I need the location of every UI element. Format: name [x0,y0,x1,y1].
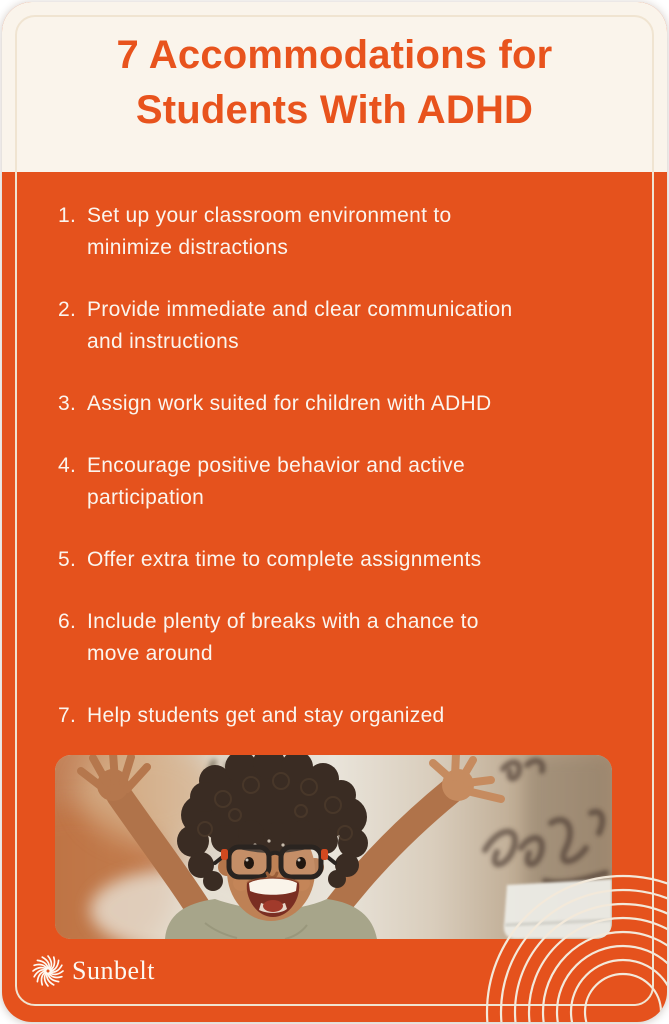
list-item-number: 3. [58,392,77,415]
list-item [58,294,618,358]
title-line-2: Students With ADHD [135,88,534,132]
list-item-number: 2. [58,298,77,321]
title-line-1: 7 Accommodations for [116,33,553,77]
list-item-text: Set up your classroom environment to [87,204,452,227]
list-item-text: Include plenty of breaks with a chance to [87,610,479,633]
list-item [58,388,618,420]
header-band [2,2,667,172]
list-item-text: Assign work suited for children with ADHD [87,392,492,415]
list-item-number: 7. [58,704,77,727]
list-item-text: Provide immediate and clear communication [87,298,513,321]
infographic-card [2,2,667,1022]
list-item-text: move around [87,642,213,665]
list-item [58,544,618,576]
photo-excited-child [55,755,612,939]
list-item [58,450,618,514]
list-item [58,700,618,732]
list-item-text: Encourage positive behavior and active [87,454,465,477]
brand-name: Sunbelt [72,956,155,985]
accommodations-list [58,200,618,762]
list-item-text: Offer extra time to complete assignments [87,548,482,571]
list-item-number: 4. [58,454,77,477]
list-item-text: minimize distractions [87,236,289,259]
list-item-text: and instructions [87,330,239,353]
list-item [58,200,618,264]
page-title [2,28,667,138]
sunbelt-logo [30,952,155,990]
photo-illustration [55,755,612,939]
sunbelt-swirl-sun-icon [30,953,66,989]
list-item [58,606,618,670]
list-item-text: participation [87,486,205,509]
list-item-number: 1. [58,204,77,227]
list-item-text: Help students get and stay organized [87,704,445,727]
list-item-number: 6. [58,610,77,633]
list-item-number: 5. [58,548,77,571]
